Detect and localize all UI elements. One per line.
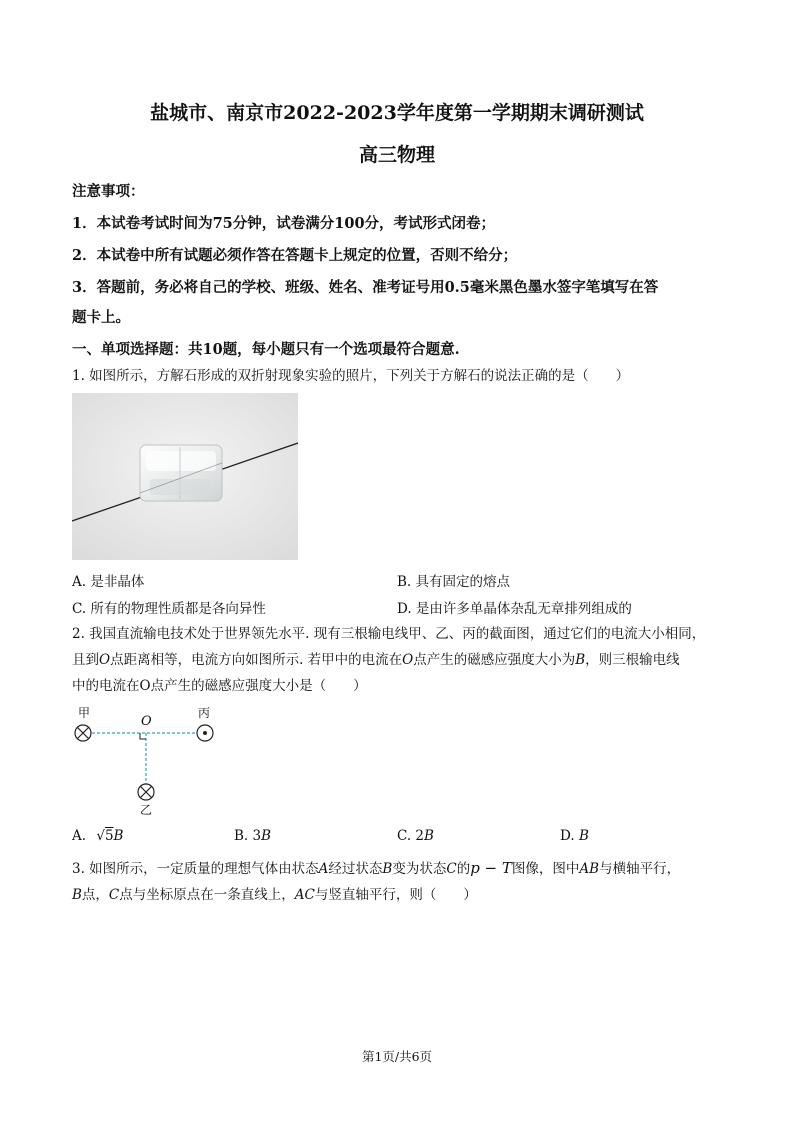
- q1-option-a: A. 是非晶体: [72, 574, 145, 590]
- notice-item-2: 2．本试卷中所有试题必须作答在答题卡上规定的位置，否则不给分；: [72, 247, 518, 264]
- q1-option-c: C. 所有的物理性质都是各向异性: [72, 601, 266, 617]
- q3-line-1: 3. 如图所示，一定质量的理想气体由状态A经过状态B变为状态C的p − T图像，图中AB与横轴平行，: [72, 859, 681, 877]
- label-yi: 乙: [140, 803, 153, 817]
- page-footer: 第1页/共6页: [361, 1049, 433, 1064]
- notice-heading: 注意事项：: [72, 183, 145, 200]
- label-bing: 丙: [198, 706, 211, 720]
- q2-option-a: A. √5B: [72, 828, 124, 844]
- exam-subtitle: 高三物理: [358, 144, 435, 166]
- notice-item-1: 1．本试卷考试时间为75分钟，试卷满分100分，考试形式闭卷；: [72, 215, 496, 232]
- q2-line-1: 2. 我国直流输电技术处于世界领先水平. 现有三根输电线甲、乙、丙的截面图，通过它们的电流大小相同，: [72, 626, 706, 642]
- label-jia: 甲: [78, 706, 91, 720]
- calcite-photo: [72, 393, 298, 560]
- exam-title: 盐城市、南京市2022-2023学年度第一学期期末调研测试: [150, 102, 644, 124]
- q2-option-b: B. 3B: [234, 828, 272, 844]
- q2-option-d: D. B: [560, 828, 589, 844]
- section-heading: 一、单项选择题：共10题，每小题只有一个选项最符合题意.: [72, 341, 460, 358]
- q2-line-2: 且到O点距离相等，电流方向如图所示. 若甲中的电流在O点产生的磁感应强度大小为B，则三根输电线: [72, 652, 680, 668]
- q2-line-3: 中的电流在O点产生的磁感应强度大小是（ ）: [72, 678, 367, 694]
- wire-jia-into-icon: [75, 725, 91, 741]
- wire-yi-into-icon: [138, 784, 154, 800]
- q1-stem: 1. 如图所示，方解石形成的双折射现象实验的照片，下列关于方解石的说法正确的是（ ）: [72, 368, 630, 384]
- notice-item-3: 3．答题前，务必将自己的学校、班级、姓名、准考证号用0.5毫米黑色墨水签字笔填写在答: [72, 279, 659, 296]
- q2-option-c: C. 2B: [397, 828, 434, 844]
- label-o: O: [141, 714, 152, 729]
- notice-item-3-cont: 题卡上。: [72, 309, 130, 326]
- q1-option-b: B. 具有固定的熔点: [397, 574, 511, 590]
- q3-line-2: B点，C点与坐标原点在一条直线上，AC与竖直轴平行，则（ ）: [72, 887, 477, 903]
- q1-option-d: D. 是由许多单晶体杂乱无章排列组成的: [397, 601, 632, 617]
- wire-bing-out-icon: [197, 725, 213, 741]
